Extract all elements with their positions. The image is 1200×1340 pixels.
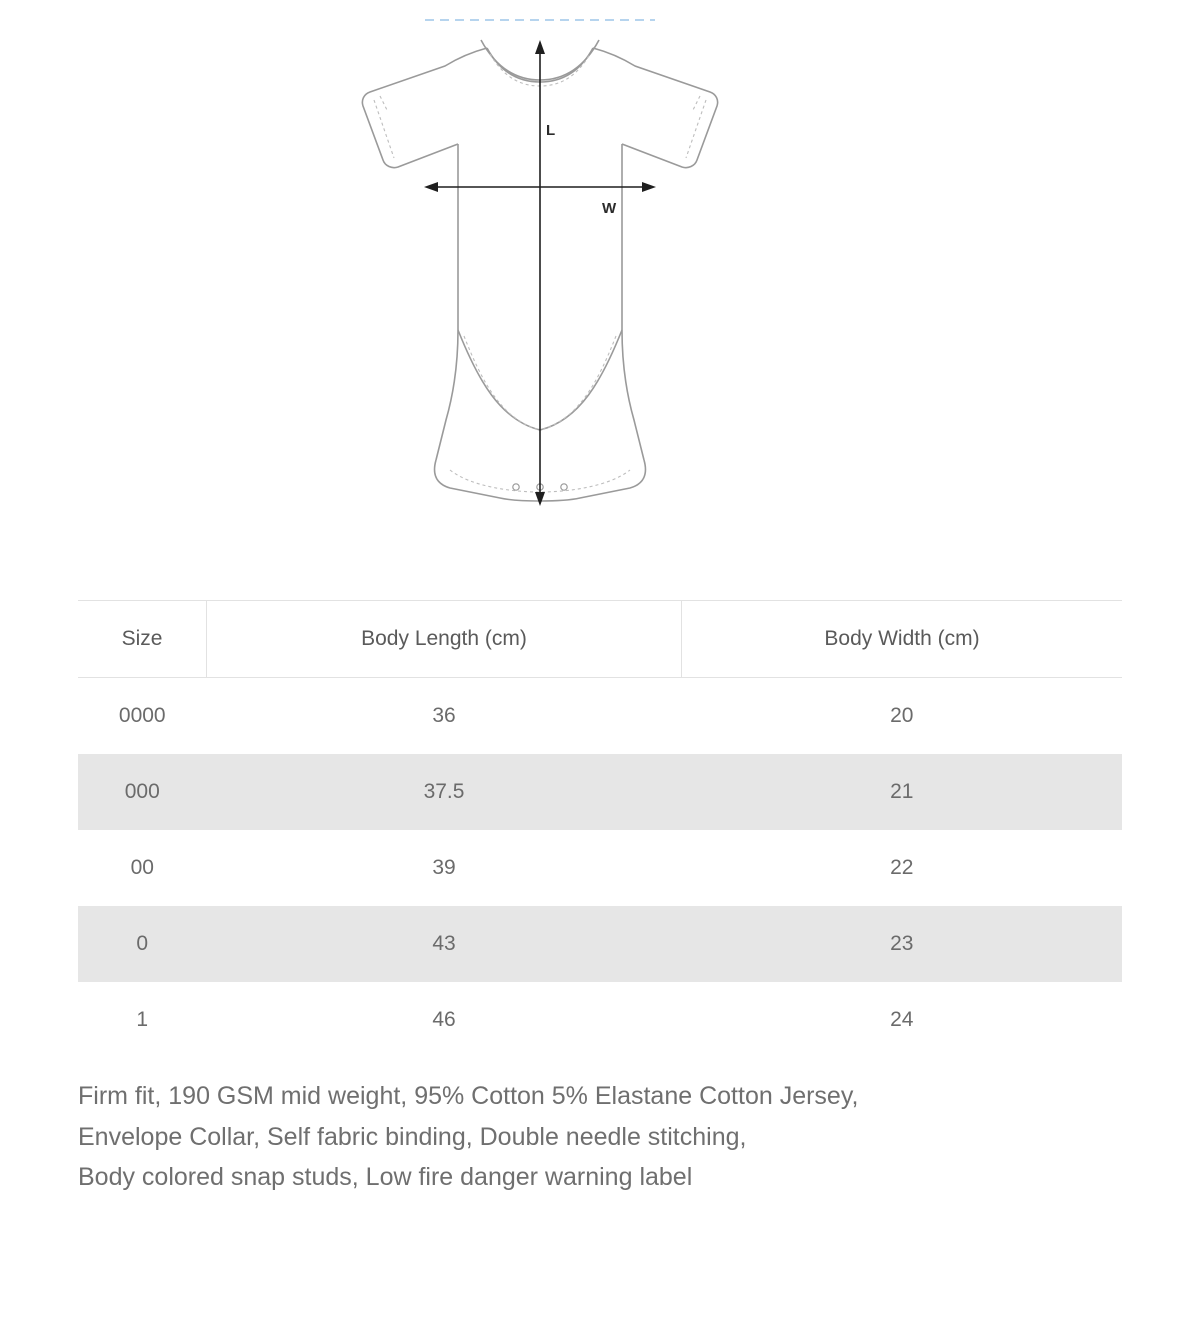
cell-body-width: 24 — [890, 1008, 914, 1031]
cell-size: 00 — [130, 856, 154, 879]
cell-size: 1 — [136, 1008, 149, 1031]
length-dimension-arrow — [535, 40, 545, 506]
cell-body-width: 21 — [682, 754, 1123, 830]
description-line-1: Firm fit, 190 GSM mid weight, 95% Cotton 5% Elastane Cotton Jersey, — [78, 1082, 859, 1110]
cell-body-width: 20 — [890, 704, 914, 727]
cell-body-length: 37.5 — [207, 754, 682, 830]
description-line-2: Envelope Collar, Self fabric binding, Double needle stitching, — [78, 1122, 747, 1151]
cell-body-width: 22 — [890, 856, 914, 879]
header-body-width: Body Width (cm) — [682, 601, 1123, 678]
description-line-3: Body colored snap studs, Low fire danger warning label — [78, 1163, 693, 1191]
header-body-length: Body Length (cm) — [207, 601, 682, 678]
cell-size: 0000 — [118, 704, 166, 727]
length-label: L — [546, 122, 556, 139]
table-row — [78, 754, 1122, 830]
cell-body-length: 43 — [207, 906, 682, 982]
product-description — [78, 1076, 1138, 1198]
cell-body-width: 23 — [682, 906, 1123, 982]
bodysuit-illustration — [350, 0, 850, 560]
table-row — [78, 906, 1122, 982]
table-row — [78, 830, 1122, 906]
size-table-container — [78, 600, 1122, 1058]
cell-body-length: 36 — [432, 704, 456, 727]
table-body — [78, 678, 1122, 1059]
table-row — [78, 982, 1122, 1058]
cell-body-length: 46 — [432, 1008, 456, 1031]
cell-size: 000 — [78, 754, 207, 830]
table-row — [78, 678, 1122, 755]
table-header-row — [78, 601, 1122, 678]
width-label: W — [602, 200, 617, 217]
table-header — [78, 601, 1122, 678]
header-size: Size — [78, 601, 207, 678]
cell-body-length: 39 — [432, 856, 456, 879]
garment-diagram — [0, 0, 1200, 600]
cell-size: 0 — [78, 906, 207, 982]
size-table — [78, 600, 1122, 1058]
